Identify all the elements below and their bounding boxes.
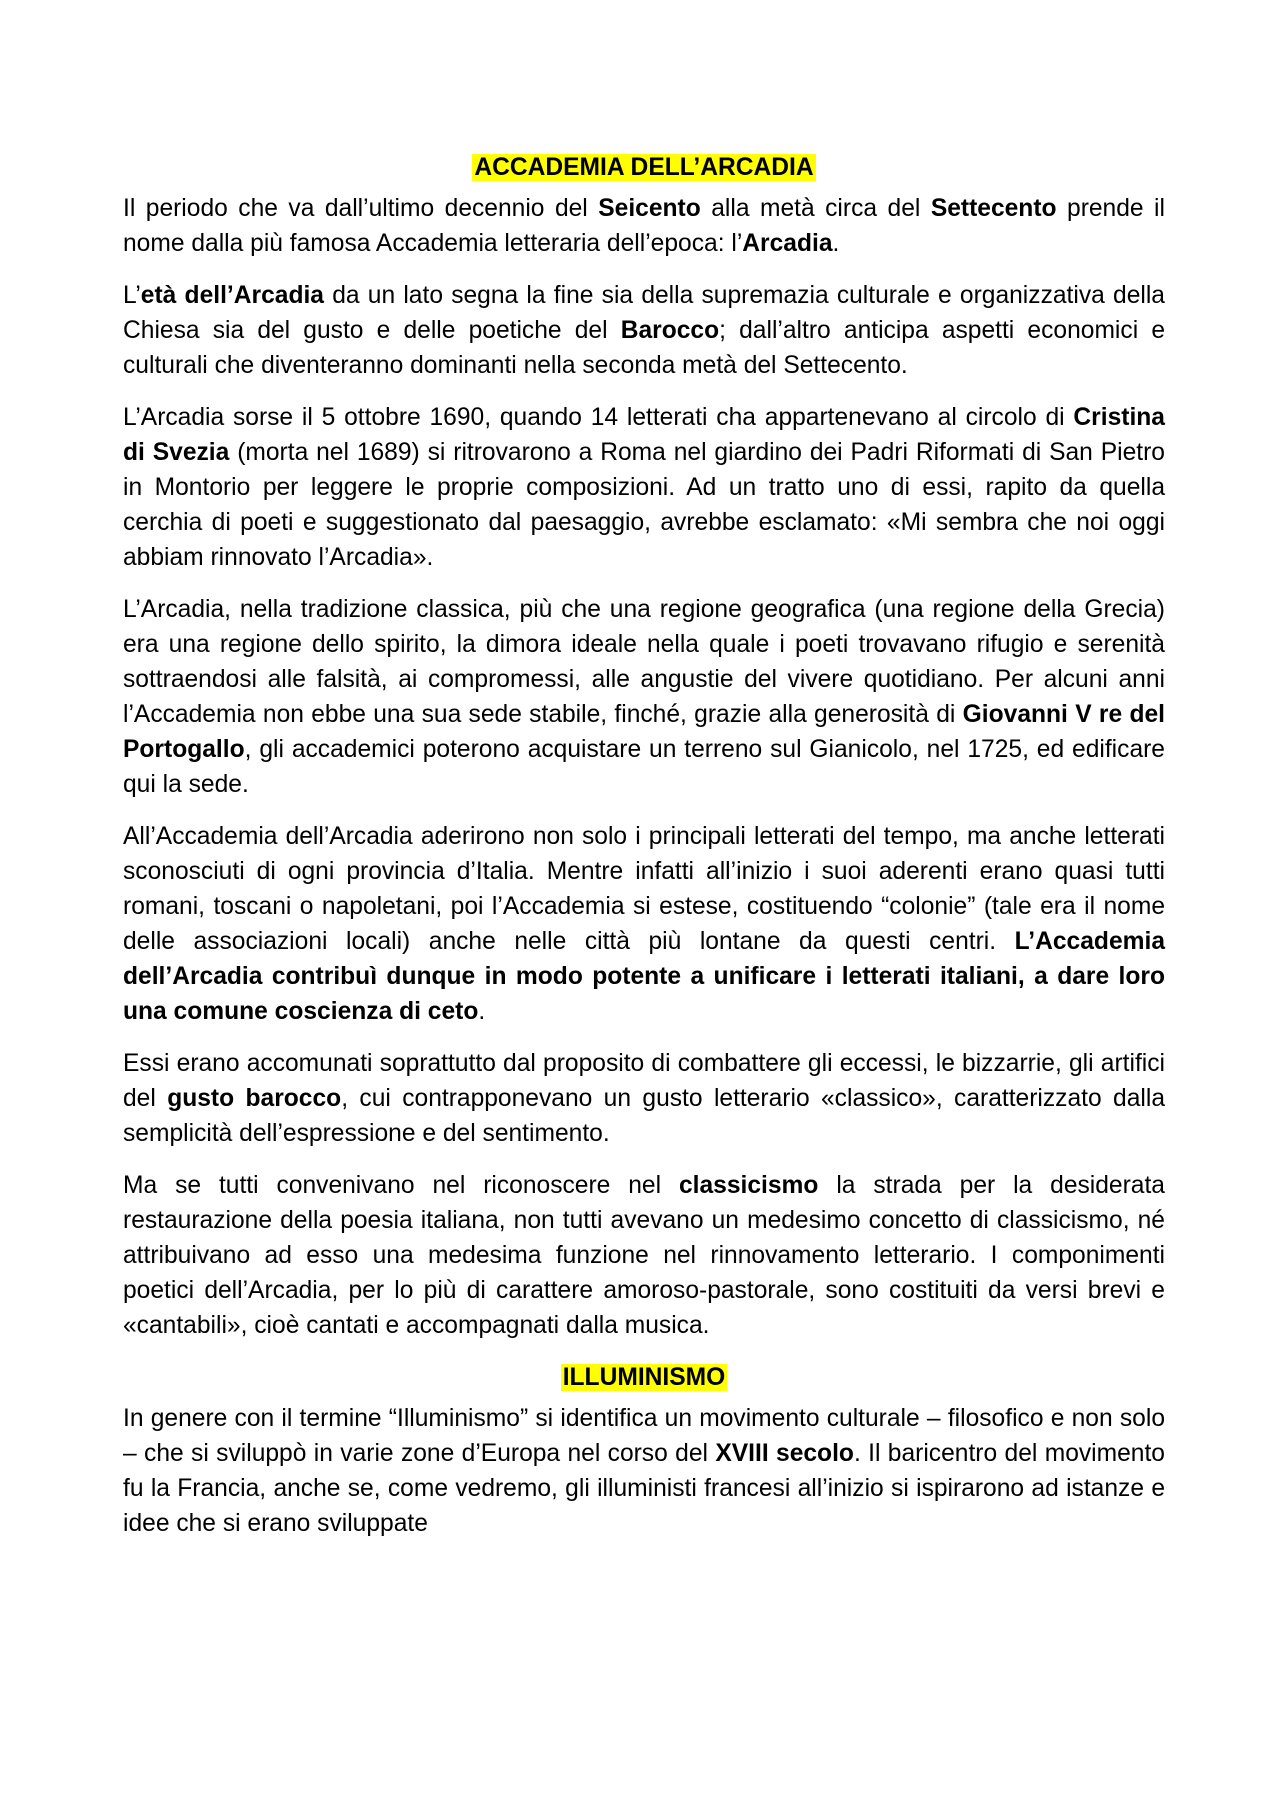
document-page: [123, 150, 1165, 1558]
bold-text: Giovanni V re del Portogallo: [123, 701, 1165, 763]
bold-text: Barocco: [620, 317, 720, 344]
paragraph: L’Arcadia sorse il 5 ottobre 1690, quando 14 letterati cha appartenevano al circolo di Cristina di Svezia (morta nel 1689) si ritrovarono a Roma nel giardino dei Padri Riformati di San Pietro in Montorio per leggere le proprie composizioni. Ad un tratto uno di essi, rapito da quella cerchia di poeti e suggestionato dal paesaggio, avrebbe esclamato: «Mi sembra che noi oggi abbiam rinnovato l’Arcadia».: [123, 404, 1165, 571]
bold-text: L’Accademia dell’Arcadia contribuì dunque in modo potente a unificare i letterati italiani, a dare loro una comune coscienza di ceto: [123, 928, 1165, 1025]
heading-text: ILLUMINISMO: [562, 1364, 726, 1391]
bold-text: età dell’Arcadia: [140, 282, 324, 309]
paragraph: Il periodo che va dall’ultimo decennio del Seicento alla metà circa del Settecento prende il nome dalla più famosa Accademia letteraria dell’epoca: l’Arcadia.: [123, 195, 1165, 257]
paragraph: L’Arcadia, nella tradizione classica, più che una regione geografica (una regione della Grecia) era una regione dello spirito, la dimora ideale nella quale i poeti trovavano rifugio e serenità sottraendosi alle falsità, ai compromessi, alle angustie del vivere quotidiano. Per alcuni anni l’Accademia non ebbe una sua sede stabile, finché, grazie alla generosità di Giovanni V re del Portogallo, gli accademici poterono acquistare un terreno sul Gianicolo, nel 1725, ed edificare qui la sede.: [123, 596, 1165, 798]
bold-text: gusto barocco: [167, 1085, 342, 1112]
bold-text: Arcadia: [742, 230, 833, 257]
bold-text: XVIII secolo: [715, 1440, 854, 1467]
bold-text: classicismo: [678, 1172, 819, 1199]
bold-text: Settecento: [930, 195, 1057, 222]
heading-text: ACCADEMIA DELL’ARCADIA: [474, 154, 814, 181]
paragraph: All’Accademia dell’Arcadia aderirono non solo i principali letterati del tempo, ma anche letterati sconosciuti di ogni provincia d’Italia. Mentre infatti all’inizio i suoi aderenti erano quasi tutti romani, toscani o napoletani, poi l’Accademia si estese, costituendo “colonie” (tale era il nome delle associazioni locali) anche nelle città più lontane da questi centri. L’Accademia dell’Arcadia contribuì dunque in modo potente a unificare i letterati italiani, a dare loro una comune coscienza di ceto.: [123, 823, 1165, 1025]
paragraph: L’età dell’Arcadia da un lato segna la fine sia della supremazia culturale e organizzativa della Chiesa sia del gusto e delle poetiche del Barocco; dall’altro anticipa aspetti economici e culturali che diventeranno dominanti nella seconda metà del Settecento.: [123, 282, 1165, 379]
bold-text: Cristina di Svezia: [123, 404, 1165, 466]
paragraph: Essi erano accomunati soprattutto dal proposito di combattere gli eccessi, le bizzarrie, gli artifici del gusto barocco, cui contrapponevano un gusto letterario «classico», caratterizzato dalla semplicità dell’espressione e del sentimento.: [123, 1050, 1165, 1147]
paragraph: Ma se tutti convenivano nel riconoscere nel classicismo la strada per la desiderata restaurazione della poesia italiana, non tutti avevano un medesimo concetto di classicismo, né attribuivano ad esso una medesima funzione nel rinnovamento letterario. I componimenti poetici dell’Arcadia, per lo più di carattere amoroso-pastorale, sono costituiti da versi brevi e «cantabili», cioè cantati e accompagnati dalla musica.: [123, 1172, 1165, 1339]
section-heading-illuminismo: [123, 1360, 1165, 1395]
paragraph: In genere con il termine “Illuminismo” si identifica un movimento culturale – filosofico e non solo – che si sviluppò in varie zone d’Europa nel corso del XVIII secolo. Il baricentro del movimento fu la Francia, anche se, come vedremo, gli illuministi francesi all’inizio si ispirarono ad istanze e idee che si erano sviluppate: [123, 1405, 1165, 1537]
section-heading-arcadia: [123, 150, 1165, 185]
bold-text: Seicento: [598, 195, 701, 222]
